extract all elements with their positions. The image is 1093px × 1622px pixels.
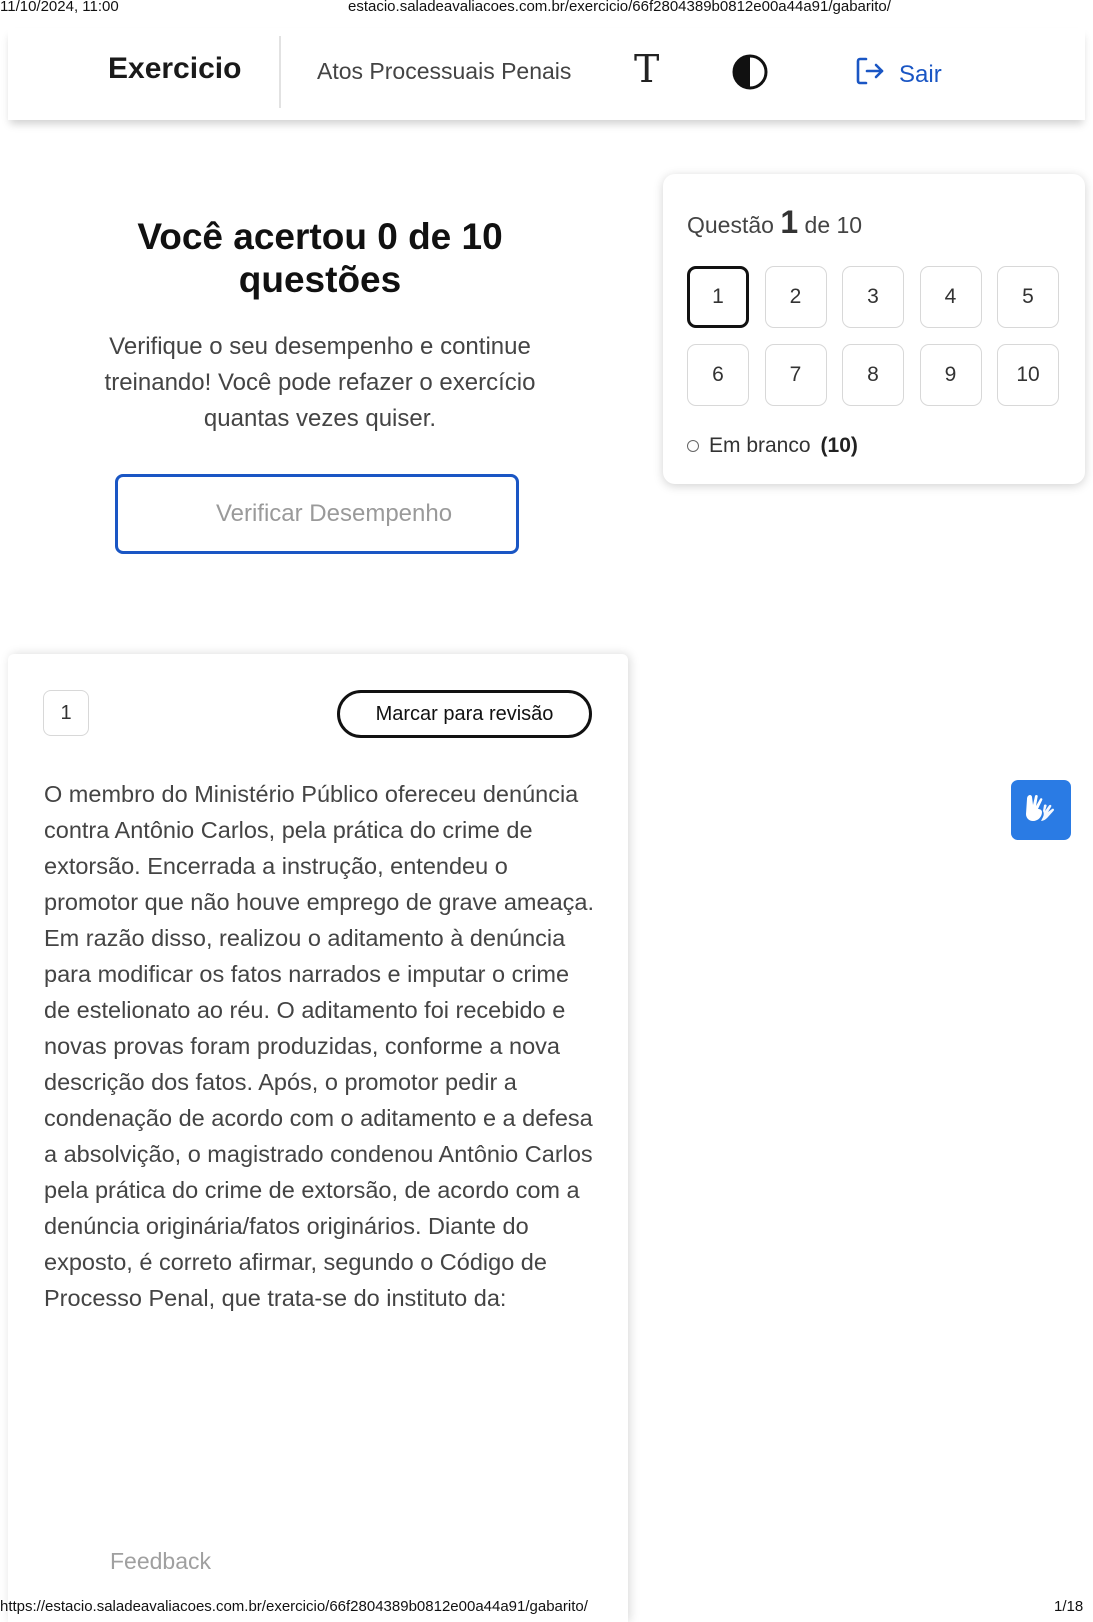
course-title: Atos Processuais Penais (317, 58, 572, 84)
score-subtitle: Verifique o seu desempenho e continue treinando! Você pode refazer o exercício quantas vezes quiser. (104, 333, 536, 432)
question-nav-button[interactable]: 3 (842, 266, 904, 328)
logout-icon (853, 54, 887, 95)
question-nav-button[interactable]: 4 (920, 266, 982, 328)
question-nav-button[interactable]: 8 (842, 344, 904, 406)
blank-dot-icon (687, 440, 699, 452)
navigator-prefix: Questão (687, 212, 774, 238)
sign-language-icon[interactable] (1011, 780, 1071, 840)
navigator-suffix: de 10 (804, 212, 863, 238)
score-title: Você acertou 0 de 10 questões (137, 216, 503, 300)
legend-label: Em branco (709, 434, 811, 457)
question-nav-button[interactable]: 7 (765, 344, 827, 406)
verify-performance-button[interactable]: Verificar Desempenho (115, 474, 519, 554)
font-size-button[interactable]: T (634, 47, 660, 91)
question-card (8, 654, 628, 1622)
app-header (8, 28, 1085, 120)
question-navigator (663, 174, 1085, 484)
question-nav-button[interactable]: 6 (687, 344, 749, 406)
question-nav-button[interactable]: 5 (997, 266, 1059, 328)
contrast-icon[interactable] (730, 52, 770, 92)
question-number-badge: 1 (43, 690, 89, 736)
print-url: estacio.saladeavaliacoes.com.br/exercicio/66f2804389b0812e00a44a91/gabarito/ (348, 0, 891, 15)
logout-button[interactable] (853, 54, 942, 95)
question-statement: O membro do Ministério Público ofereceu denúncia contra Antônio Carlos, pela prática do crime de extorsão. Encerrada a instrução, entendeu o promotor que não houve emprego de grave ameaça. Em razão disso, realizou o aditamento à denúncia para modificar os fatos narrados e imputar o crime de estelionato ao réu. O aditamento foi recebido e novas provas foram produzidas, conforme a nova descrição dos fatos. Após, o promotor pedir a condenação de acordo com o aditamento e a defesa a absolvição, o magistrado condenou Antônio Carlos pela prática do crime de extorsão, de acordo com a denúncia originária/fatos originários. Diante do exposto, é correto afirmar, segundo o Código de Processo Penal, que trata-se do instituto da: (44, 781, 594, 1311)
feedback-label[interactable]: Feedback (110, 1548, 212, 1574)
navigator-title (687, 204, 862, 241)
legend-count: (10) (820, 434, 858, 457)
header-divider (279, 36, 281, 108)
question-nav-button[interactable]: 9 (920, 344, 982, 406)
question-nav-button[interactable]: 10 (997, 344, 1059, 406)
mark-for-review-button[interactable]: Marcar para revisão (337, 690, 592, 738)
print-footer-url: https://estacio.saladeavaliacoes.com.br/exercicio/66f2804389b0812e00a44a91/gabarito/ (0, 1598, 588, 1615)
question-nav-button[interactable]: 1 (687, 266, 749, 328)
print-page-number: 1/18 (1054, 1598, 1084, 1615)
brand-title: Exercicio (108, 52, 242, 85)
navigator-current: 1 (780, 204, 799, 240)
legend-blank (687, 434, 858, 458)
logout-label: Sair (899, 60, 942, 88)
print-datetime: 11/10/2024, 11:00 (0, 0, 119, 15)
question-nav-button[interactable]: 2 (765, 266, 827, 328)
